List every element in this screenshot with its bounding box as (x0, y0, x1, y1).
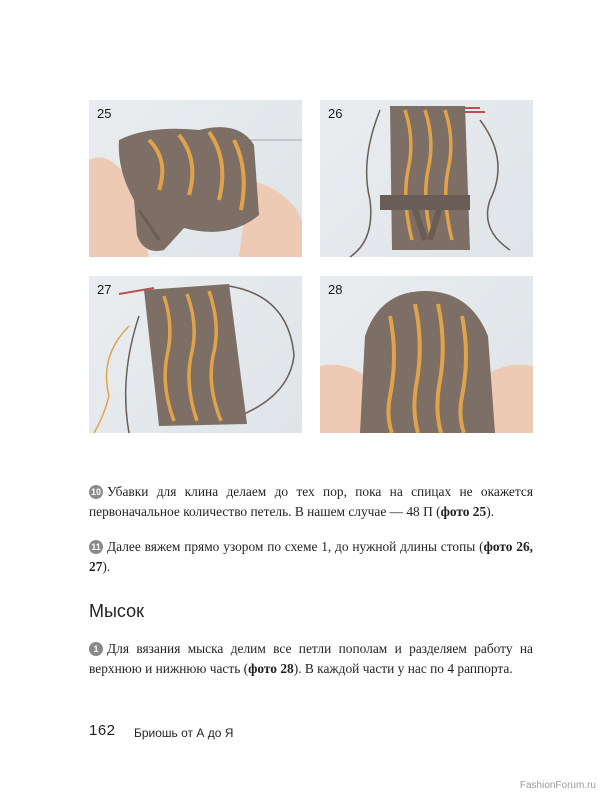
step-10-paragraph (89, 482, 533, 522)
step-number-badge: 11 (89, 540, 103, 554)
step-number-badge: 1 (89, 642, 103, 656)
step-text: Далее вяжем прямо узором по схеме 1, до нужной длины стопы ( (107, 539, 484, 554)
photo-reference: фото 28 (248, 661, 294, 676)
photo-reference: фото 26, 27 (89, 539, 533, 574)
photo-number: 26 (328, 106, 343, 121)
watermark: FashionForum.ru (519, 780, 596, 791)
photo-27-illustration (89, 276, 302, 433)
photo-number: 27 (97, 282, 112, 297)
photo-27 (89, 276, 302, 433)
photo-26-illustration (320, 100, 533, 257)
step-text: Для вязания мыска делим все петли пополам и разделяем работу на верхнюю и нижнюю часть ( (89, 641, 533, 676)
section-title: Мысок (89, 601, 145, 621)
photo-25-illustration (89, 100, 302, 257)
page-number: 162 (89, 722, 116, 739)
photo-number: 28 (328, 282, 343, 297)
step-text-end: ). (486, 504, 495, 519)
photo-reference: фото 25 (440, 504, 487, 519)
step-text: Убавки для клина делаем до тех пор, пока на спицах не окажется первоначальное количество петель. В нашем случае — 48 П ( (89, 484, 533, 519)
photo-25 (89, 100, 302, 257)
photo-28-illustration (320, 276, 533, 433)
photo-28 (320, 276, 533, 433)
step-11-paragraph (89, 537, 533, 577)
step-text-end: ). (102, 559, 111, 574)
book-title: Бриошь от А до Я (134, 726, 234, 740)
photo-26 (320, 100, 533, 257)
photo-number: 25 (97, 106, 112, 121)
step-number-badge: 10 (90, 487, 101, 497)
step-1-paragraph (89, 639, 533, 679)
step-text-end: ). В каждой части у нас по 4 раппорта. (293, 661, 513, 676)
